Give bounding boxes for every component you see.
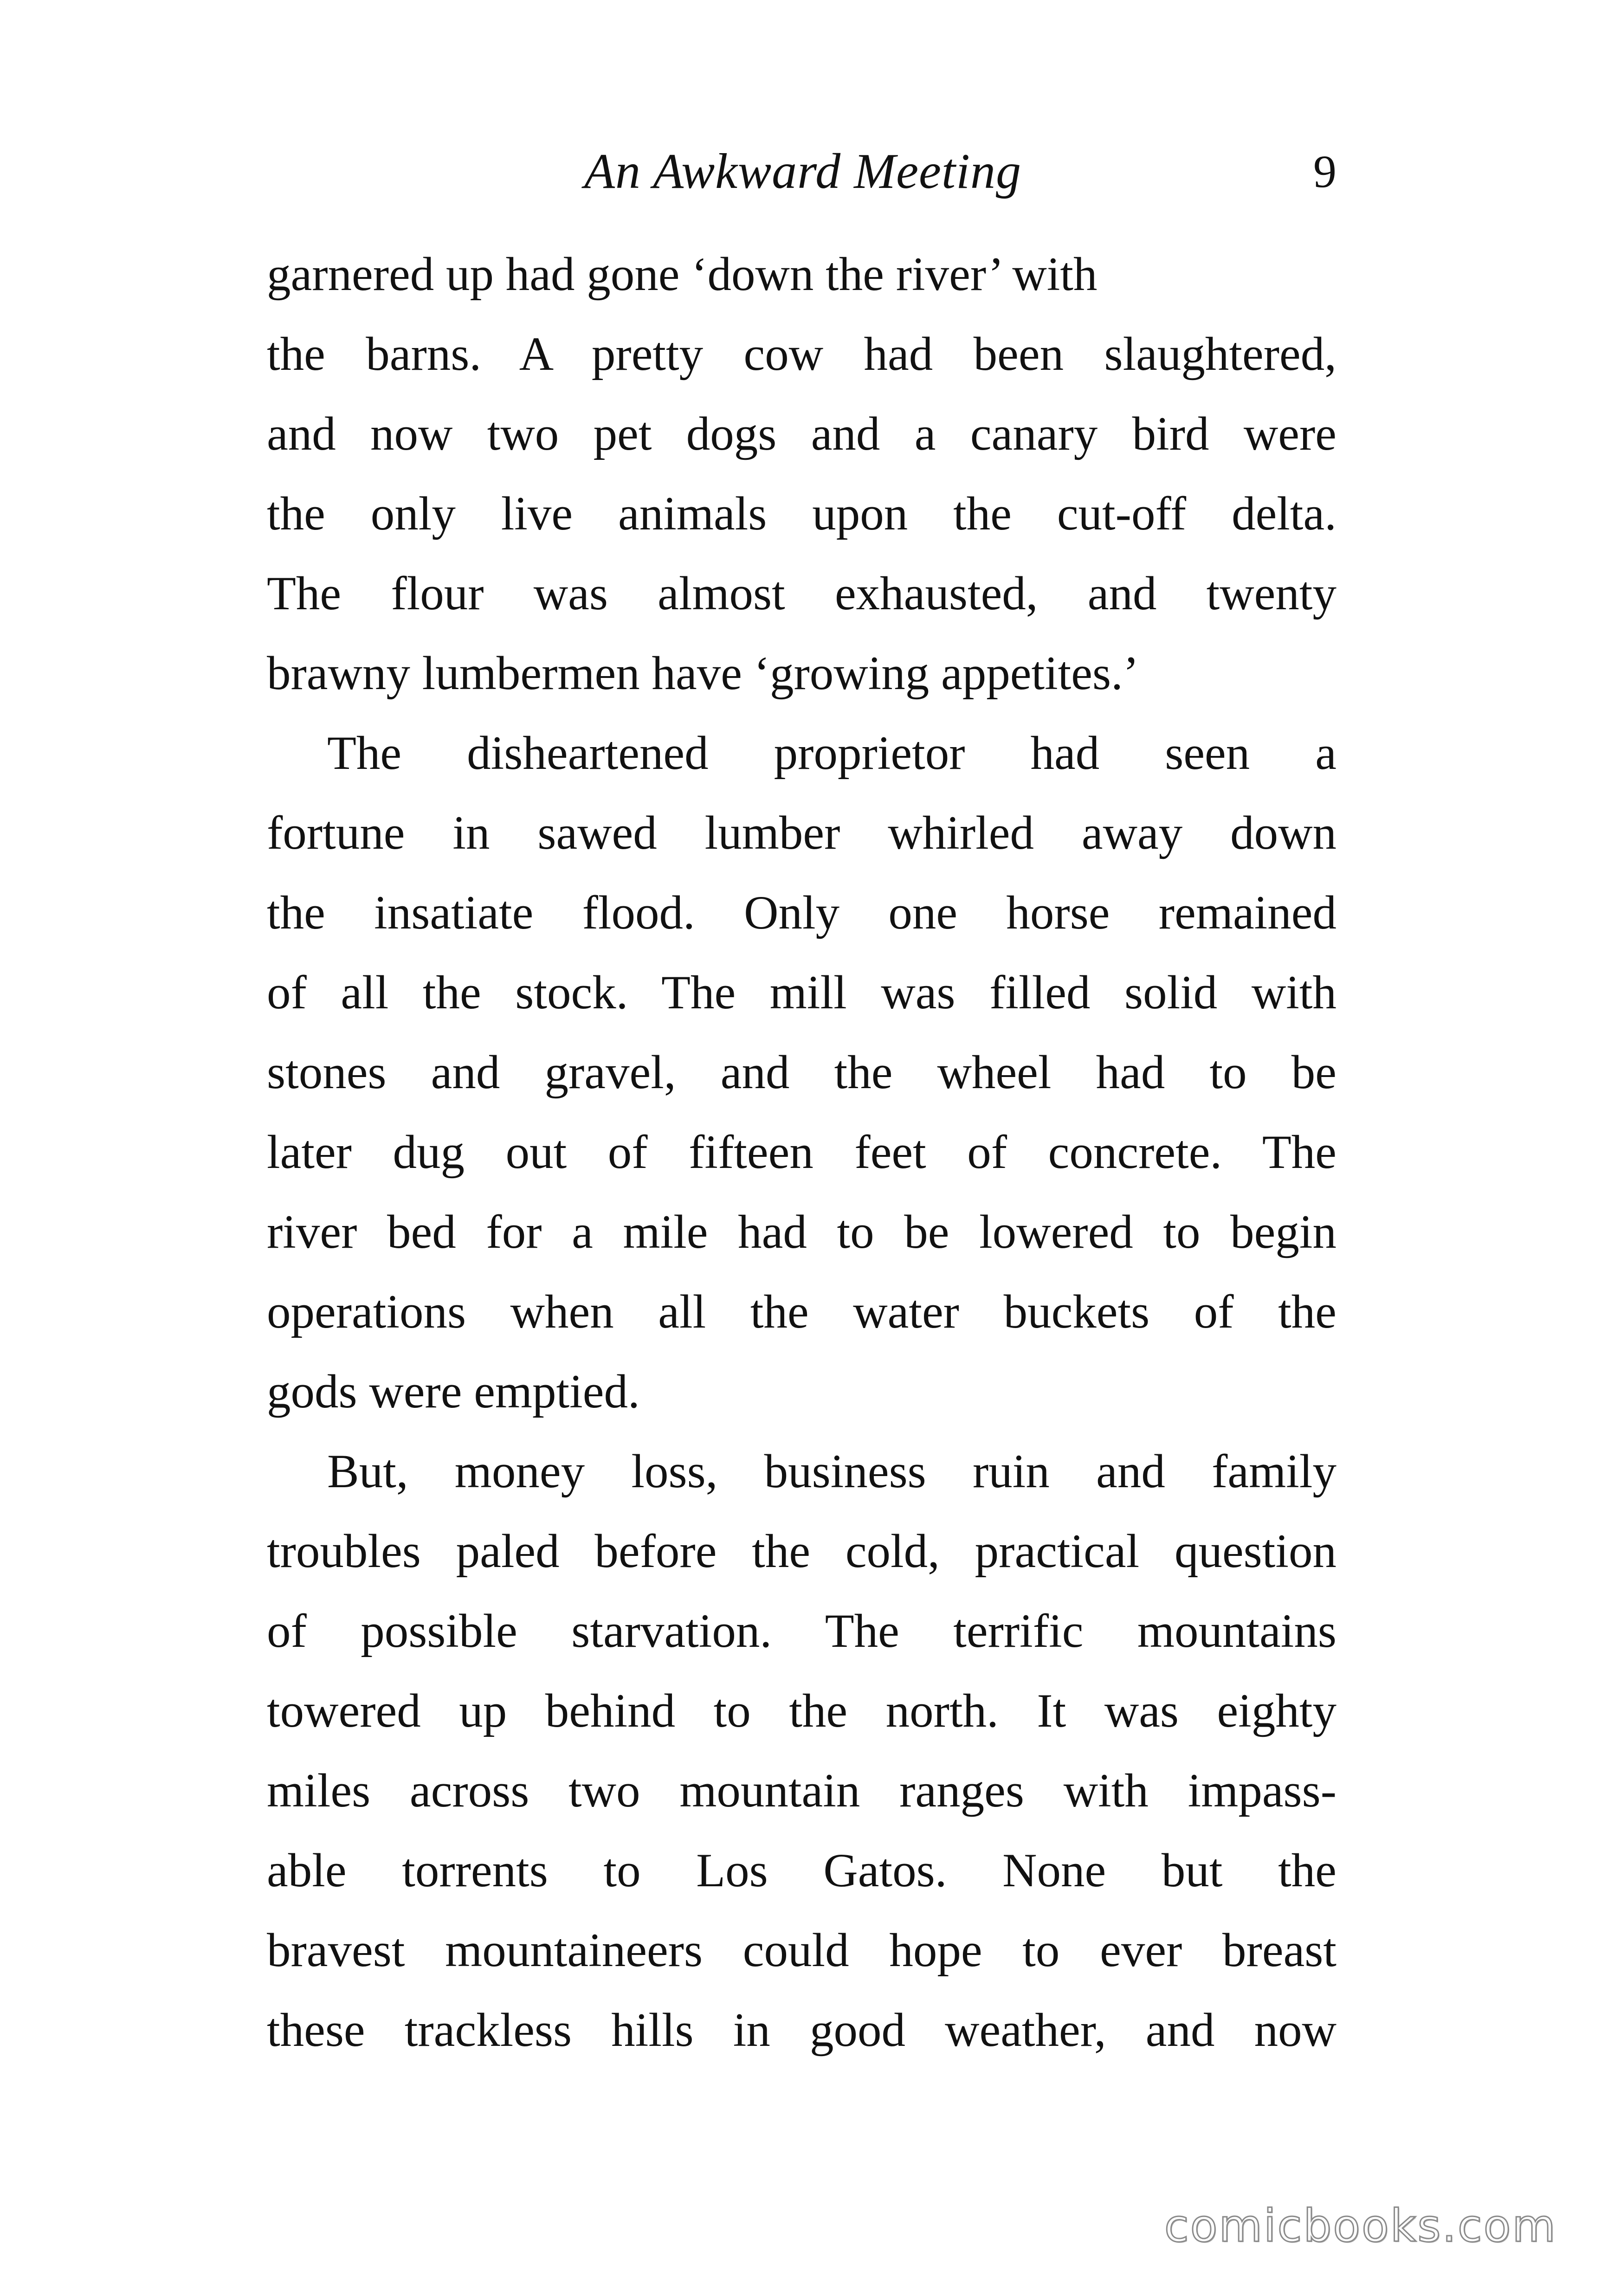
text-line: and now two pet dogs and a canary bird were [267, 407, 1336, 460]
page-number: 9 [1313, 146, 1336, 197]
text-line: able torrents to Los Gatos. None but the [267, 1844, 1336, 1897]
text-line: The flour was almost exhausted, and twenty [267, 567, 1336, 620]
text-line: operations when all the water buckets of the [267, 1285, 1336, 1338]
text-line: these trackless hills in good weather, and now [267, 2004, 1336, 2057]
text-line: towered up behind to the north. It was eighty [267, 1684, 1336, 1737]
text-line: But, money loss, business ruin and family [327, 1445, 1336, 1498]
text-line: bravest mountaineers could hope to ever breast [267, 1924, 1336, 1977]
text-line: miles across two mountain ranges with impass- [267, 1764, 1336, 1817]
text-line: stones and gravel, and the wheel had to be [267, 1046, 1336, 1099]
running-header [269, 139, 1336, 204]
body-text [267, 234, 1336, 2070]
text-line: brawny lumbermen have ‘growing appetites.’ [267, 647, 1139, 700]
text-line: The disheartened proprietor had seen a [327, 727, 1336, 780]
text-line: the insatiate flood. Only one horse remained [267, 886, 1336, 939]
text-line: the barns. A pretty cow had been slaughtered, [267, 328, 1336, 381]
text-line: troubles paled before the cold, practical question [267, 1525, 1336, 1578]
running-title: An Awkward Meeting [584, 144, 1021, 199]
watermark: comicbooks.com [1164, 2200, 1557, 2252]
text-line: of all the stock. The mill was filled solid with [267, 966, 1336, 1019]
text-line: of possible starvation. The terrific mountains [267, 1605, 1336, 1658]
text-line: gods were emptied. [267, 1365, 640, 1418]
text-line: river bed for a mile had to be lowered to begin [267, 1206, 1336, 1258]
text-line: the only live animals upon the cut-off delta. [267, 487, 1336, 540]
text-line: garnered up had gone ‘down the river’ with [267, 248, 1097, 301]
text-line: later dug out of fifteen feet of concrete. The [267, 1126, 1336, 1179]
text-line: fortune in sawed lumber whirled away down [267, 806, 1336, 859]
